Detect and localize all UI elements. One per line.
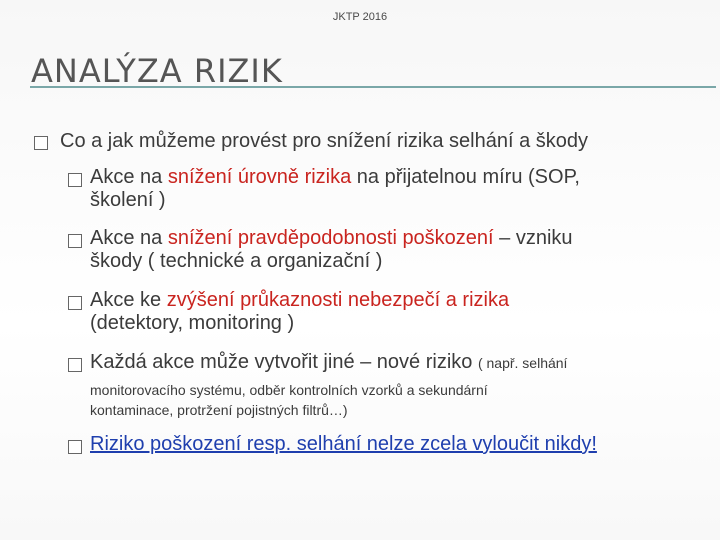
item-2-b: snížení pravděpodobnosti poškození: [167, 227, 494, 249]
final-statement[interactable]: Riziko poškození resp. selhání nelze zcela vyloučit nikdy!: [90, 433, 597, 455]
item-3-b: zvýšení průkaznosti nebezpečí a rizika: [166, 289, 510, 311]
item-1: [90, 166, 710, 212]
item-4-d: kontaminace, protržení pojistných filtrů…): [90, 402, 348, 418]
intro-text: Co a jak můžeme provést pro snížení rizika selhání a škody: [60, 130, 589, 152]
item-3-c: (detektory, monitoring ): [90, 312, 295, 334]
item-2: [90, 227, 710, 273]
item-1-b: snížení úrovně rizika: [167, 166, 352, 188]
bullet-icon: [68, 358, 82, 372]
item-4-a: Každá akce může vytvořit jiné – nové riziko: [90, 351, 478, 373]
item-4: [90, 351, 710, 375]
title-rule: [30, 86, 716, 88]
item-2-a: Akce na: [90, 227, 168, 249]
slide-title: ANALÝZA RIZIK: [31, 52, 283, 90]
bullet-icon: [68, 296, 82, 310]
item-1-d: školení ): [90, 189, 166, 211]
item-1-c: na přijatelnou míru (SOP,: [351, 166, 580, 188]
item-4-c: monitorovacího systému, odběr kontrolních vzorků a sekundární: [90, 382, 488, 398]
header-text: JKTP 2016: [332, 11, 388, 23]
bullet-icon: [68, 173, 82, 187]
bullet-icon: [34, 136, 48, 150]
item-2-c: – vzniku: [493, 227, 573, 249]
item-3-a: Akce ke: [90, 289, 167, 311]
item-4-cont: [90, 380, 710, 420]
bullet-icon: [68, 440, 82, 454]
item-2-d: škody ( technické a organizační ): [90, 250, 383, 272]
item-4-b: ( např. selhání: [477, 355, 568, 371]
item-3: [90, 289, 710, 335]
bullet-icon: [68, 234, 82, 248]
item-1-a: Akce na: [90, 166, 168, 188]
